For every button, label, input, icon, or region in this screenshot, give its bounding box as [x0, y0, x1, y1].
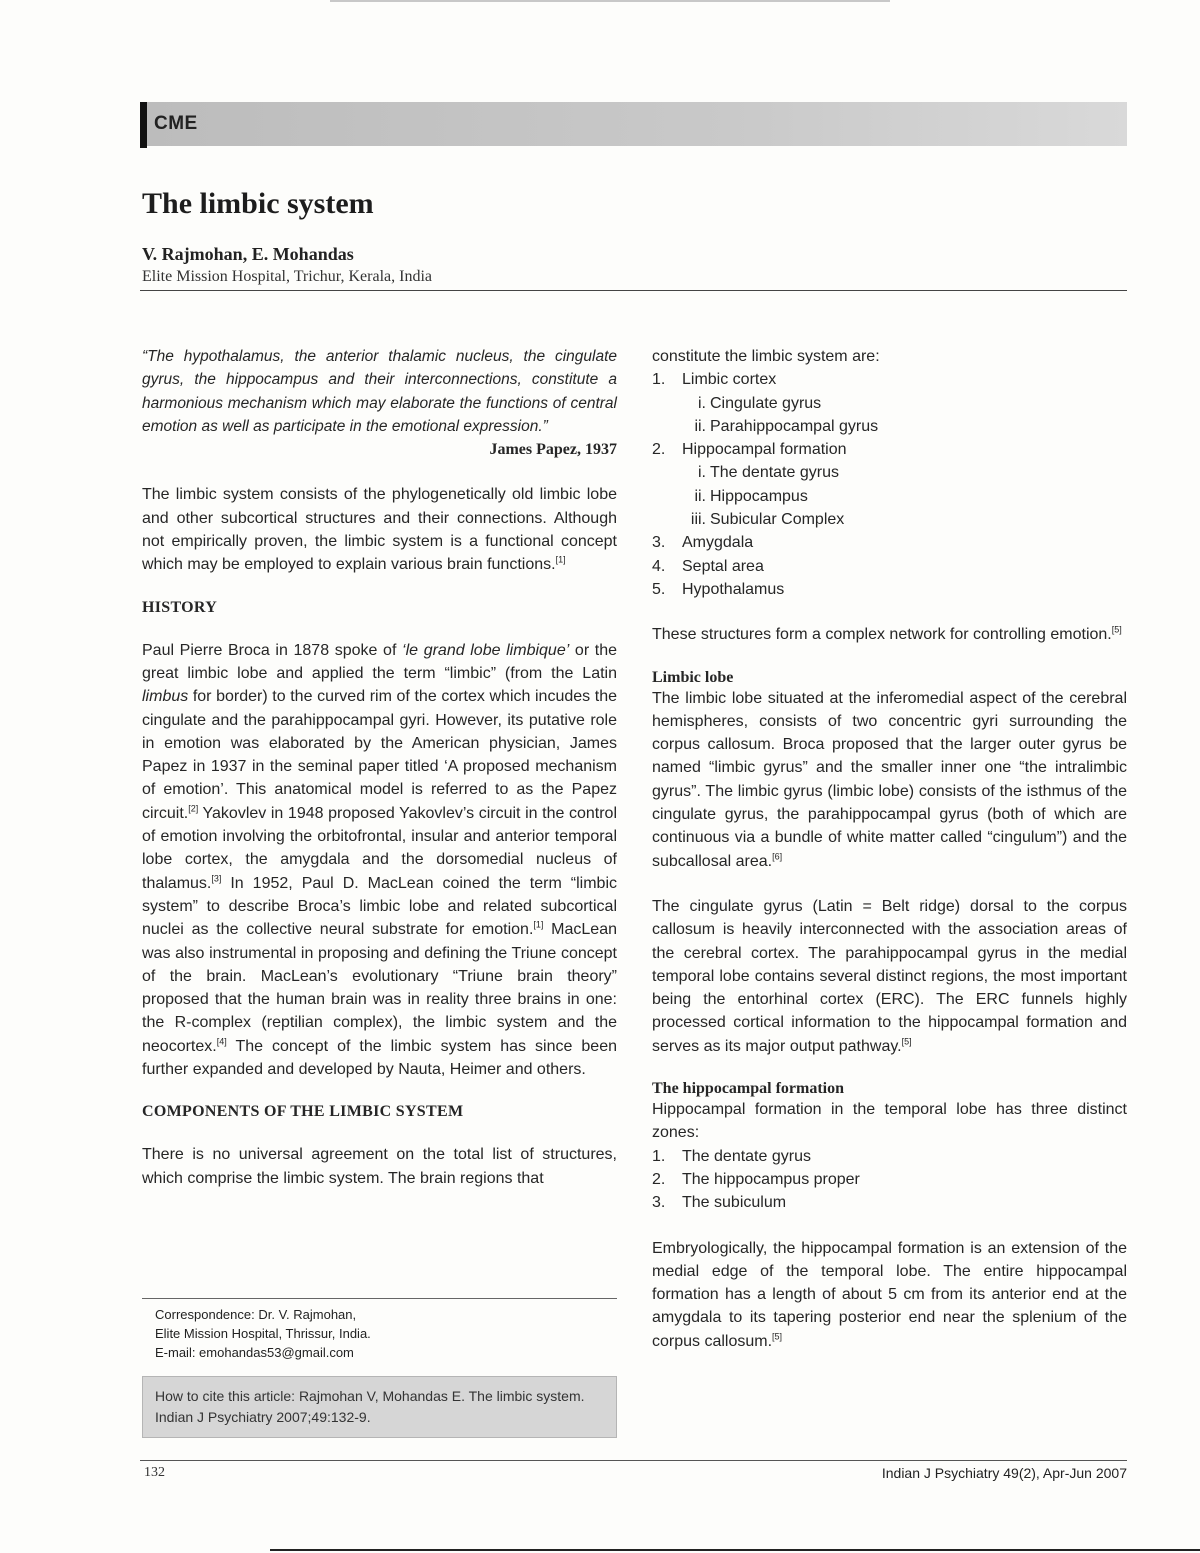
history-paragraph: Paul Pierre Broca in 1878 spoke of ‘le grand lobe limbique’ or the great limbic lobe and applied the term “limbic” (from the Latin limbus for border) to the curved rim of the cortex which incudes the cingulate and the parahippocampal gyri. However, its putative role in emotion was elaborated by the American physician, James Papez in 1937 in the seminal paper titled ‘A proposed mechanism of emotion’. This anatomical model is referred to as the Papez circuit.[2] Yakovlev in 1948 proposed Yakovlev’s circuit in the control of emotion involving the orbitofrontal, insular and anterior temporal lobe cortex, the amygdala and the dorsomedial nucleus of thalamus.[3] In 1952, Paul D. MacLean coined the term “limbic system” to describe Broca’s limbic lobe and related subcortical nuclei as the collective neural substrate for emotion.[1] MacLean was also instrumental in proposing and defining the Triune concept of the brain. MacLean’s evolutionary “Triune brain theory” proposed that the human brain was in reality three brains in one: the R-complex (reptilian complex), the limbic system and the neocortex.[4] The concept of the limbic system has since been further expanded and developed by Nauta, Heimer and others. [142, 641, 618, 1079]
intro-paragraph: The limbic system consists of the phylogenetically old limbic lobe and other subcortical structures and their connections. Although not empirically proven, the limbic system is a functional concept which may be employed to explain various brain functions.[1] [142, 486, 617, 574]
hippocampal-zones-list [652, 1145, 1127, 1215]
history-heading: HISTORY [142, 598, 218, 616]
left-column [142, 345, 617, 1190]
list-item: 3. The subiculum [652, 1194, 787, 1212]
ref-marker: [5] [901, 1036, 912, 1047]
limbic-lobe-heading: Limbic lobe [652, 668, 734, 686]
components-heading: COMPONENTS OF THE LIMBIC SYSTEM [142, 1103, 464, 1121]
list-item: 5. Hypothalamus [652, 580, 785, 598]
components-paragraph: There is no universal agreement on the total list of structures, which comprise the limbic system. The brain regions that [142, 1146, 617, 1187]
sub-list-item: ii. Hippocampus [694, 487, 808, 505]
ref-marker: [3] [211, 873, 222, 884]
correspondence-divider [142, 1298, 617, 1299]
hippocampal-heading: The hippocampal formation [652, 1080, 845, 1098]
article-title: The limbic system [142, 187, 374, 220]
ref-marker: [6] [772, 851, 783, 862]
limbic-lobe-paragraph: The limbic lobe situated at the inferomedial aspect of the cerebral hemispheres, consists of two concentric gyri surrounding the corpus callosum. Broca proposed that the larger outer gyrus be named “limbic gyrus” and the smaller inner one “the intralimbic gyrus”. The limbic gyrus (limbic lobe) consists of the isthmus of the cingulate gyrus, the parahippocampal gyrus (both of which are continuous via a bundle of white matter called “cingulum”) and the subcallosal area.[6] [652, 689, 1127, 870]
correspondence-line: Elite Mission Hospital, Thrissur, India. [155, 1326, 371, 1341]
ref-marker: [1] [533, 919, 544, 930]
sub-list-item: ii. Parahippocampal gyrus [694, 417, 879, 435]
network-paragraph: These structures form a complex network for controlling emotion.[5] [652, 624, 1122, 644]
article-affiliation: Elite Mission Hospital, Trichur, Kerala, India [142, 268, 432, 285]
ref-marker: [4] [216, 1036, 227, 1047]
epigraph-quote: “The hypothalamus, the anterior thalamic nucleus, the cingulate gyrus, the hippocampus and their interconnections, constitute a harmonious mechanism which may elaborate the functions of central emotion as well as participate in the emotional expression.” [142, 348, 617, 435]
correspondence-line: Correspondence: Dr. V. Rajmohan, [155, 1307, 357, 1322]
ref-marker: [2] [188, 803, 199, 814]
journal-citation: Indian J Psychiatry 49(2), Apr-Jun 2007 [881, 1465, 1127, 1481]
right-column [652, 345, 1127, 1353]
components-continued: constitute the limbic system are: [652, 348, 880, 365]
scan-edge-bottom [270, 1549, 1200, 1551]
cingulate-paragraph: The cingulate gyrus (Latin = Belt ridge) dorsal to the corpus callosum is heavily interconnected with the association areas of the cerebral cortex. The parahippocampal gyrus in the medial temporal lobe contains several distinct regions, the most important being the entorhinal cortex (ERC). The ERC funnels highly processed cortical information to the hippocampal formation and serves as its major output pathway.[5] [652, 897, 1127, 1055]
page-number: 132 [144, 1465, 165, 1480]
article-authors: V. Rajmohan, E. Mohandas [142, 244, 354, 264]
title-divider [140, 290, 1127, 291]
list-item: 1. The dentate gyrus [652, 1147, 811, 1165]
footer-divider [140, 1460, 1127, 1461]
list-item: 3. Amygdala [652, 534, 754, 552]
section-marker [140, 102, 147, 148]
components-list [652, 368, 1127, 601]
hippocampal-paragraph: Hippocampal formation in the temporal lobe has three distinct zones: [652, 1101, 1127, 1142]
list-item: 1. Limbic cortex [652, 371, 777, 389]
sub-list-item: i. The dentate gyrus [698, 464, 839, 482]
sub-list-item: iii. Subicular Complex [690, 511, 845, 529]
epigraph-author: James Papez, 1937 [489, 441, 617, 459]
ref-marker: [5] [772, 1331, 783, 1342]
section-label: CME [154, 113, 198, 134]
list-item: 2. Hippocampal formation [652, 441, 847, 459]
correspondence-block [155, 1305, 371, 1362]
ref-marker: [5] [1111, 624, 1122, 635]
correspondence-email: E-mail: emohandas53@gmail.com [155, 1345, 354, 1360]
section-header-bar [140, 102, 1127, 146]
list-item: 2. The hippocampus proper [652, 1170, 860, 1188]
citation-text: How to cite this article: Rajmohan V, Mohandas E. The limbic system. Indian J Psychiatry 2007;49:132-9. [155, 1388, 585, 1425]
sub-list-item: i. Cingulate gyrus [698, 394, 822, 412]
embryology-paragraph: Embryologically, the hippocampal formation is an extension of the medial edge of the temporal lobe. The entire hippocampal formation has a length of about 5 cm from its anterior end at the amygdala to its tapering posterior end near the splenium of the corpus callosum.[5] [652, 1239, 1127, 1350]
ref-marker: [1] [555, 555, 566, 566]
scan-edge-top [330, 0, 890, 2]
list-item: 4. Septal area [652, 557, 764, 575]
